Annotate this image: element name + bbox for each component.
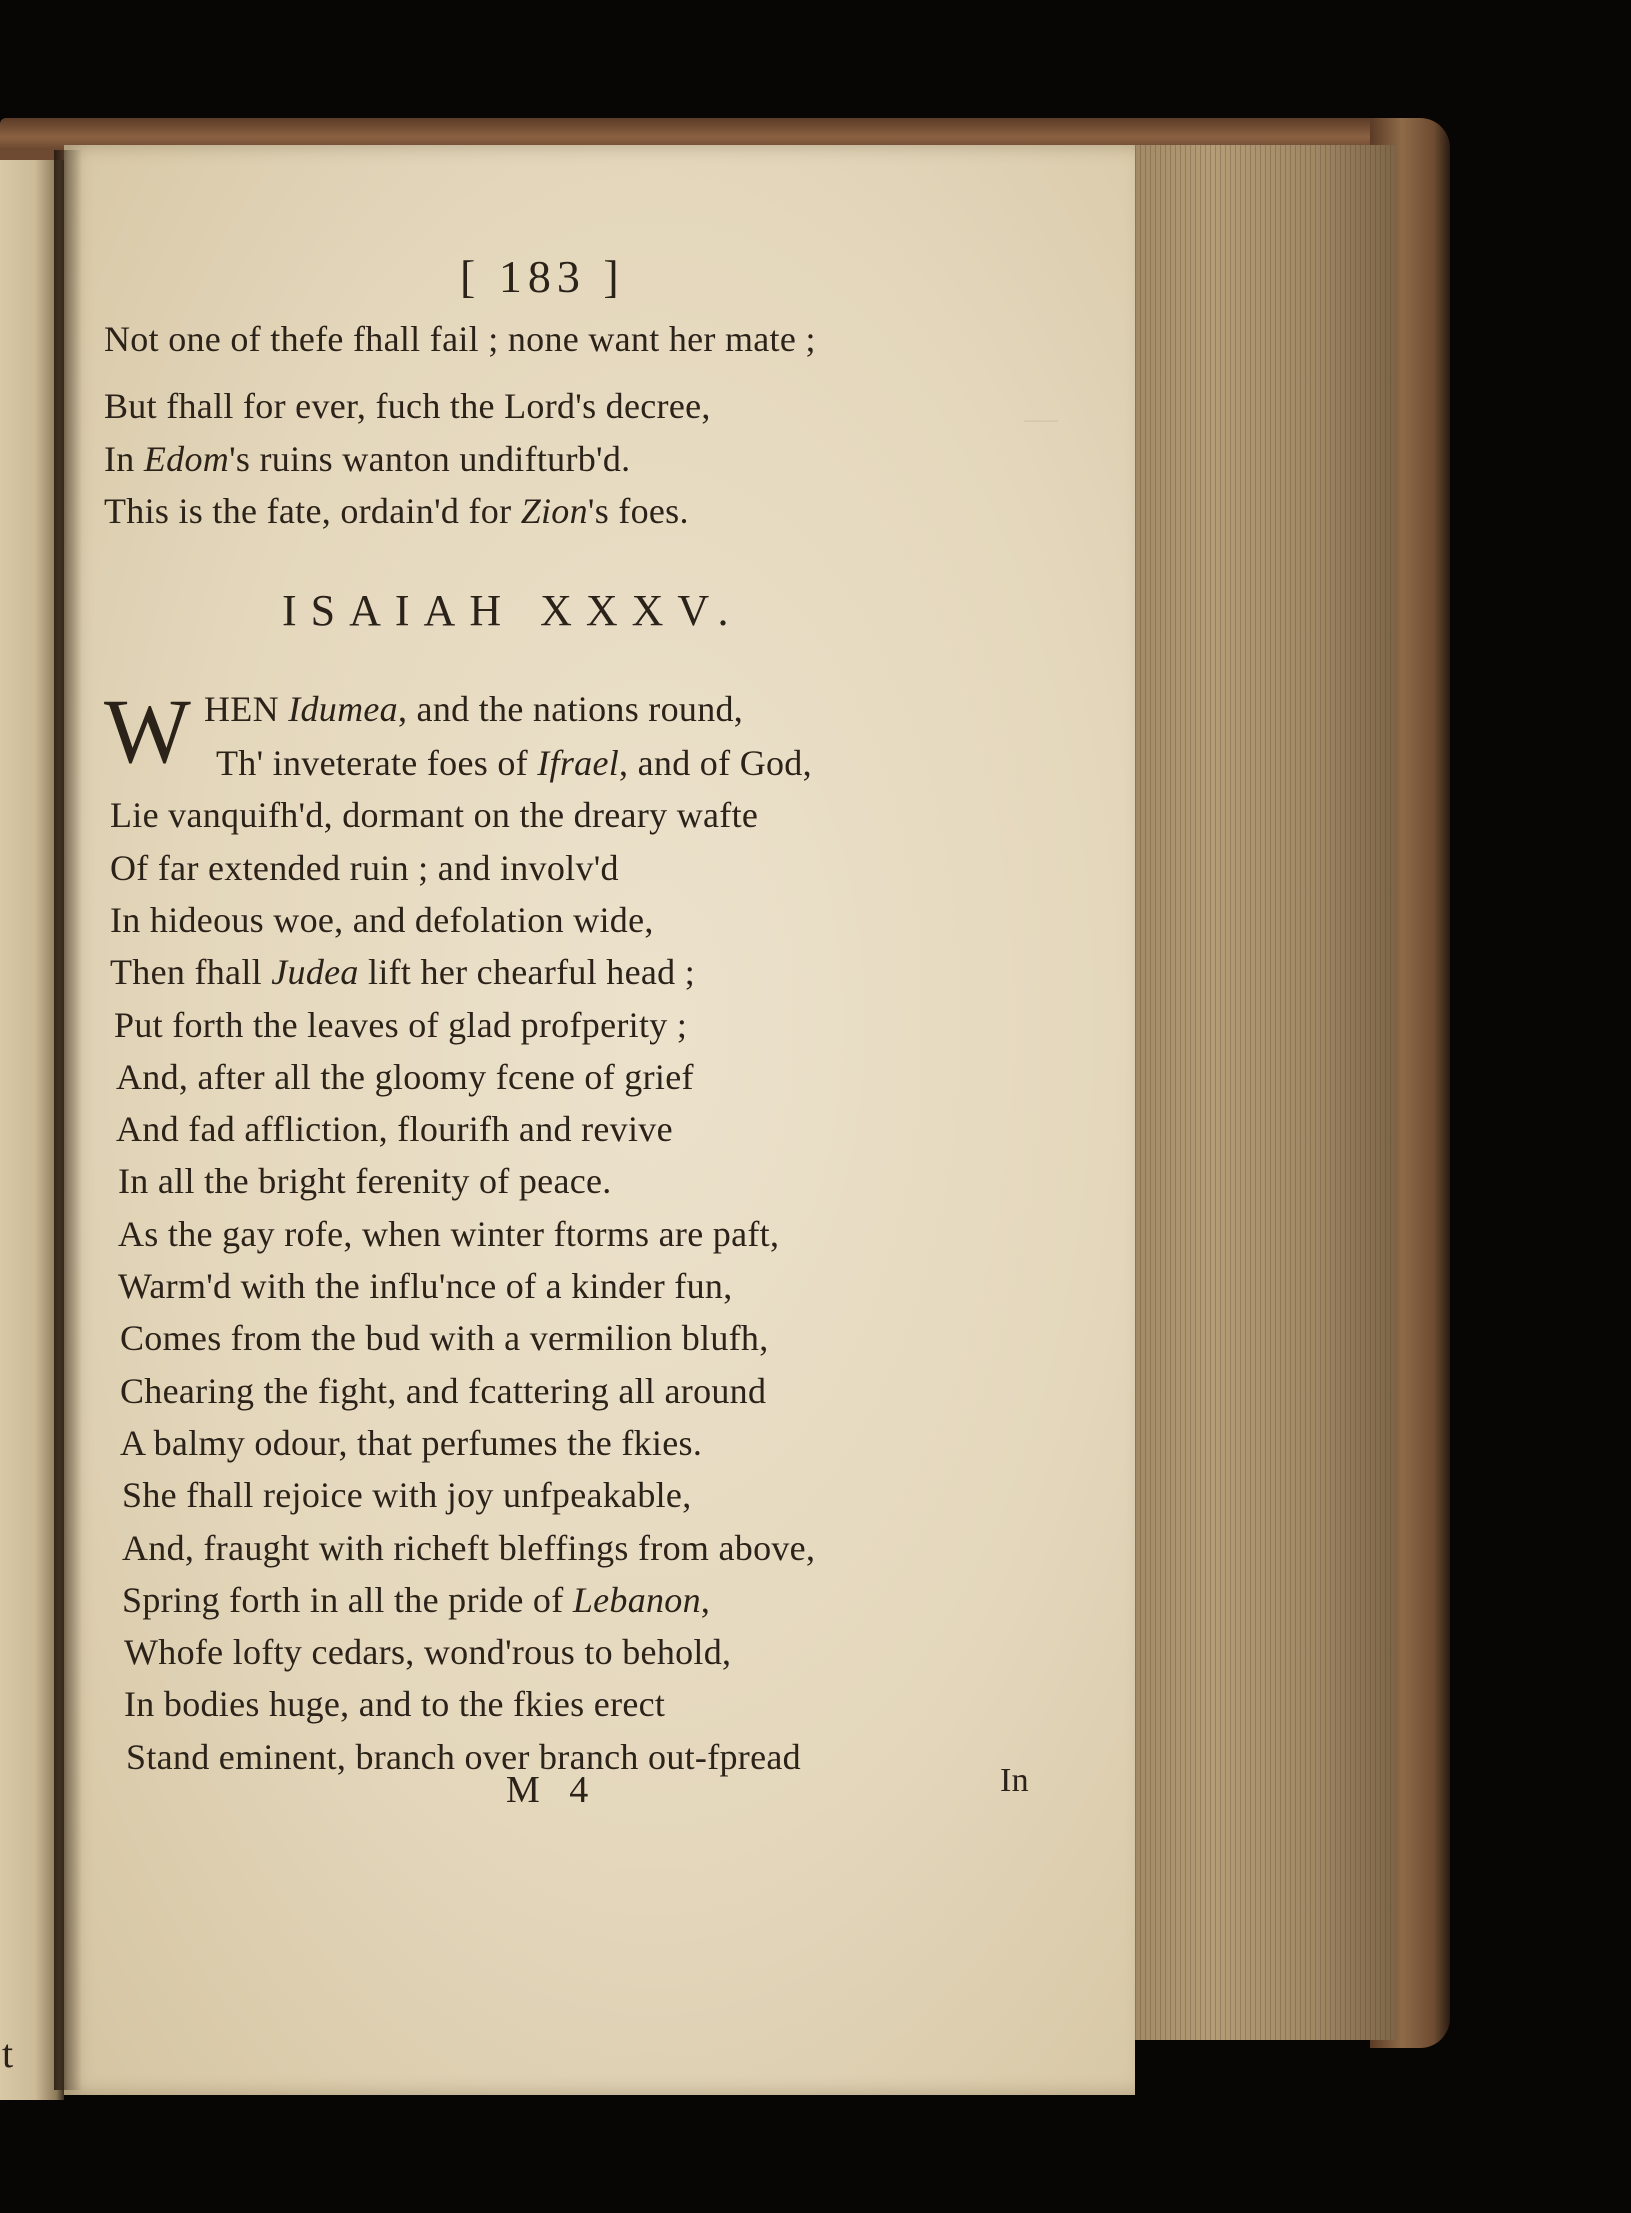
poem-line: Whofe lofty cedars, wond'rous to behold, xyxy=(124,1632,732,1672)
poem-line: As the gay rofe, when winter ftorms are paft, xyxy=(118,1214,780,1254)
poem-line: Chearing the fight, and fcattering all around xyxy=(120,1371,767,1411)
poem-line: In all the bright ferenity of peace. xyxy=(118,1161,612,1201)
poem-line: Put forth the leaves of glad profperity ; xyxy=(114,1005,688,1045)
poem-line: In bodies huge, and to the fkies erect xyxy=(124,1684,666,1724)
poem-line: This is the fate, ordain'd for Zion's foes. xyxy=(104,491,689,531)
page-fore-edge xyxy=(1135,145,1395,2040)
poem-line: Of far extended ruin ; and involv'd xyxy=(110,848,619,888)
poem-line: Not one of thefe fhall fail ; none want her mate ; xyxy=(104,319,816,359)
page-number: [ 183 ] xyxy=(460,251,625,302)
poem-line: Comes from the bud with a vermilion blufh, xyxy=(120,1318,769,1358)
poem-line: She fhall rejoice with joy unfpeakable, xyxy=(122,1475,692,1515)
poem-line: HEN Idumea, and the nations round, xyxy=(204,689,744,729)
poem-line: Warm'd with the influ'nce of a kinder fun, xyxy=(118,1266,733,1306)
chapter-title: ISAIAH XXXV. xyxy=(282,586,743,635)
poem-line: And, after all the gloomy fcene of grief xyxy=(116,1057,694,1097)
signature-mark: M 4 xyxy=(506,1769,599,1811)
show-through-text: — xyxy=(1024,400,1058,437)
poem-line: In hideous woe, and defolation wide, xyxy=(110,900,654,940)
poem-line: In Edom's ruins wanton undifturb'd. xyxy=(104,439,631,479)
poem-line: Then fhall Judea lift her chearful head ; xyxy=(110,952,696,992)
poem-line: And, fraught with richeft bleffings from above, xyxy=(122,1528,816,1568)
gutter-shadow xyxy=(54,150,82,2090)
poem-line: A balmy odour, that perfumes the fkies. xyxy=(120,1423,703,1463)
drop-cap: W xyxy=(104,680,191,782)
poem-line: But fhall for ever, fuch the Lord's decree, xyxy=(104,386,711,426)
poem-line: Lie vanquifh'd, dormant on the dreary wafte xyxy=(110,795,759,835)
poem-line: Spring forth in all the pride of Lebanon, xyxy=(122,1580,711,1620)
left-page-fragment: t xyxy=(2,2031,14,2076)
poem-line: Stand eminent, branch over branch out-fpread xyxy=(126,1737,801,1777)
catchword: In xyxy=(1000,1762,1029,1799)
poem-line: Th' inveterate foes of Ifrael, and of God, xyxy=(216,743,812,783)
poem-line: And fad affliction, flourifh and revive xyxy=(116,1109,673,1149)
